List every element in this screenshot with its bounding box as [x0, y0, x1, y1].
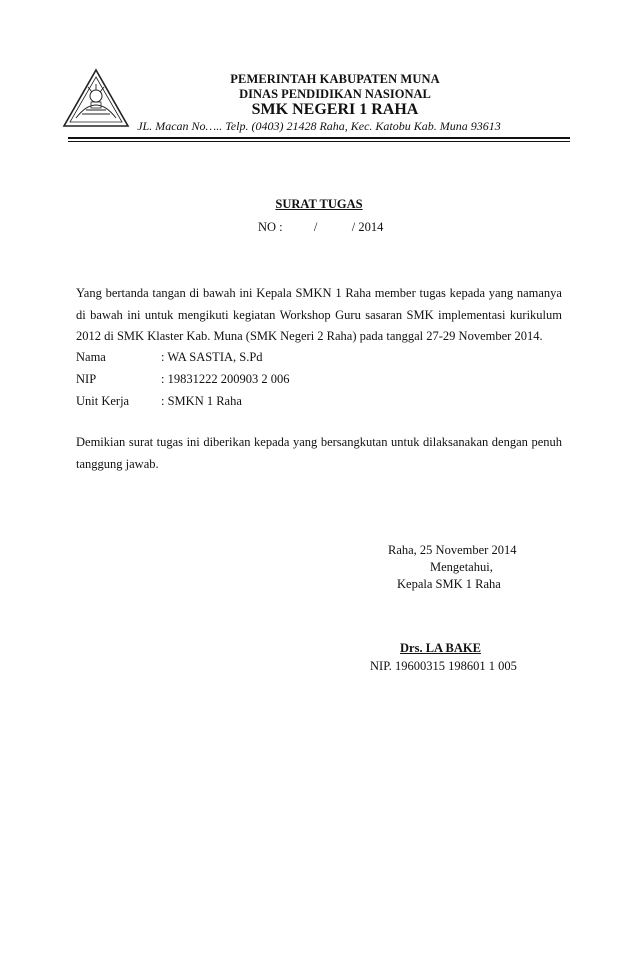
letterhead-school-name: SMK NEGERI 1 RAHA [251, 101, 419, 118]
intro-paragraph: Yang bertanda tangan di bawah ini Kepala SMKN 1 Raha member tugas kepada yang namanya di bawah ini untuk mengikuti kegiatan Workshop Guru sasaran SMK implementasi kurikulum 2012 di SMK Klaster Kab. Muna (SMK Negeri 2 Raha) pada tanggal 27-29 November 2014. [76, 286, 562, 343]
letterhead-address: JL. Macan No….. Telp. (0403) 21428 Raha, Kec. Katobu Kab. Muna 93613 [137, 119, 501, 133]
signature-acknowledged: Mengetahui, [430, 560, 493, 574]
letter-number: NO : / / 2014 [258, 220, 384, 234]
letterhead-divider-thin [68, 141, 570, 142]
field-row-nip [76, 372, 289, 387]
letterhead-divider-thick [68, 137, 570, 139]
field-value: : 19831222 200903 2 006 [161, 372, 290, 386]
signatory-name: Drs. LA BAKE [400, 641, 481, 655]
letter-title: SURAT TUGAS [275, 197, 363, 211]
signature-position: Kepala SMK 1 Raha [397, 577, 501, 591]
field-value: : WA SASTIA, S.Pd [161, 350, 263, 364]
field-label: Nama [76, 350, 106, 364]
field-value: : SMKN 1 Raha [161, 394, 242, 408]
field-row-name [76, 350, 263, 365]
field-label: Unit Kerja [76, 394, 130, 408]
field-label: NIP [76, 372, 97, 386]
field-row-unit [76, 394, 242, 409]
letterhead-government: PEMERINTAH KABUPATEN MUNA [230, 72, 440, 86]
signatory-nip: NIP. 19600315 198601 1 005 [370, 659, 517, 673]
closing-paragraph: Demikian surat tugas ini diberikan kepada yang bersangkutan untuk dilaksanakan dengan penuh tanggung jawab. [76, 435, 562, 471]
signature-place-date: Raha, 25 November 2014 [388, 543, 517, 557]
letterhead-department: DINAS PENDIDIKAN NASIONAL [239, 87, 431, 101]
